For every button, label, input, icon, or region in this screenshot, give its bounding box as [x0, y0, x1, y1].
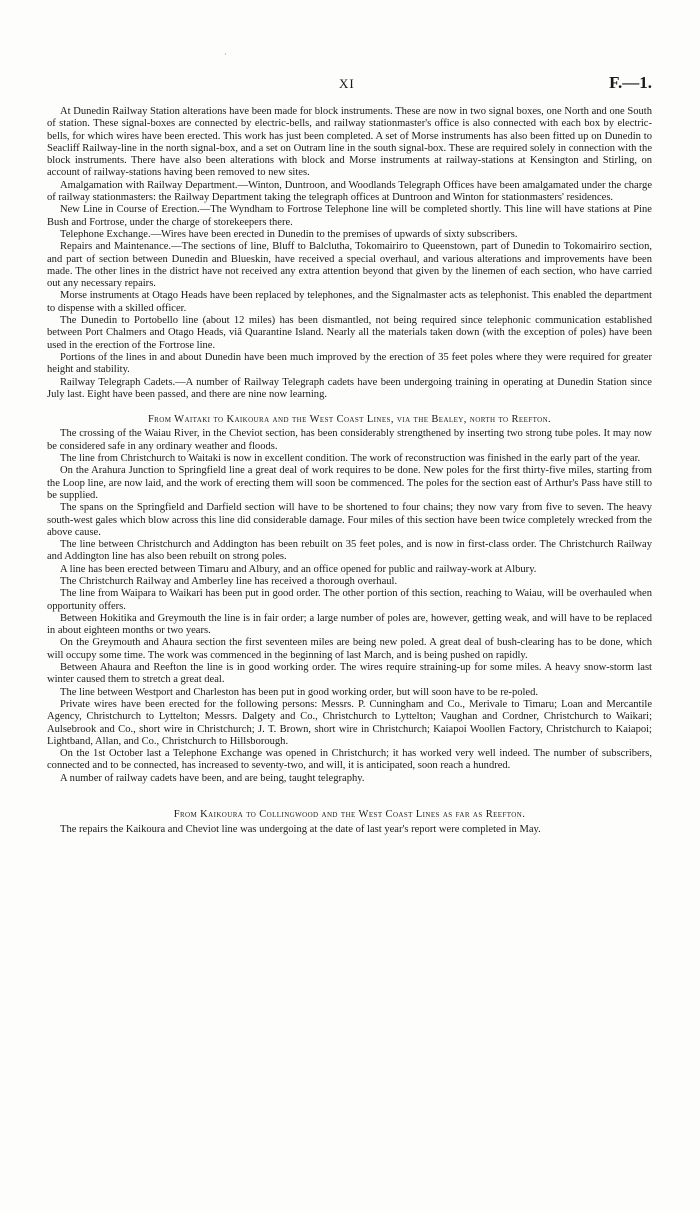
paragraph: The line from Waipara to Waikari has been put in good order. The other portion of this section, reaching to Waiau, will be overhauled when opportunity offers. — [47, 588, 652, 612]
document-page — [47, 0, 652, 1213]
paragraph: A number of railway cadets have been, and are being, taught telegraphy. — [60, 772, 365, 784]
paragraph: The crossing of the Waiau River, in the Cheviot section, has been considerably strengthened by inserting two strong tube poles. It may now be considered safe in any ordinary weather and floods. — [47, 428, 652, 452]
paragraph: The line between Christchurch and Addington has been rebuilt on 35 feet poles, and is now in first-class order. The Christchurch Railway and Addington line has also been rebuilt on strong poles. — [47, 539, 652, 563]
kaikoura-collingwood-section — [47, 824, 652, 836]
paragraph: Between Hokitika and Greymouth the line is in fair order; a large number of poles are, however, getting weak, and will have to be replaced in about eighteen months or two years. — [47, 612, 652, 637]
paragraph: Repairs and Maintenance.—The sections of line, Bluff to Balclutha, Tokomairiro to Queenstown, part of Dunedin to Tokomairiro section, and part of section between Dunedin and Blueskin, have received a special overhaul, and various alterations and improvements have been made. The other lines in the district have not received any extra attention beyond that given by the linemen of each section, who have carried out any necessary repairs. — [47, 241, 652, 290]
paragraph: The line from Christchurch to Waitaki is now in excellent condition. The work of reconstruction was finished in the early part of the year. — [60, 453, 641, 465]
paragraph: At Dunedin Railway Station alterations have been made for block instruments. These are now in two signal boxes, one North and one South of station. These signal-boxes are connected by electric-bells, and railway stationmaster's office is also connected with each box by electric-bells, for which wires have been erected. This work has just been completed. A set of Morse instruments has also been fitted up on Dunedin to Seacliff Railway-line in the north signal-box, and a set on Outram line in the south signal-box. These are required solely in connection with the block instruments. There have also been alterations with block and Morse instruments at railway-stations at Kensington and Stirling, on account of railway-stations having been removed to new sites. — [47, 106, 652, 179]
paragraph: Portions of the lines in and about Dunedin have been much improved by the erection of 35 feet poles where they were required for greater height and stability. — [47, 351, 652, 376]
paragraph: Telephone Exchange.—Wires have been erected in Dunedin to the premises of upwards of sixty subscribers. — [60, 228, 518, 240]
paragraph: The Dunedin to Portobello line (about 12 miles) has been dismantled, not being required since telephonic communication established between Port Chalmers and Otago Heads, viâ Quarantine Island. Nearly all the materials taken down (with the exception of poles) have been used in the erection of the Fortrose line. — [47, 315, 652, 351]
paragraph: The spans on the Springfield and Darfield section will have to be shortened to four chains; they now vary from five to seven. The heavy south-west gales which blow across this line did considerable damage. Four miles of this section have been twice completely wrecked from the above cause. — [47, 502, 652, 538]
paragraph: New Line in Course of Erection.—The Wyndham to Fortrose Telephone line will be completed shortly. This line will have stations at Pine Bush and Fortrose, under the charge of storekeepers there. — [47, 204, 652, 228]
paragraph: On the Arahura Junction to Springfield line a great deal of work requires to be done. New poles for the first thirty-five miles, starting from the Loop line, are now laid, and the work of erecting them will soon be commenced. The poles for the section east of Arthur's Pass have still to be supplied. — [47, 465, 652, 501]
paragraph: The Christchurch Railway and Amberley line has received a thorough overhaul. — [60, 575, 398, 587]
paragraph: Railway Telegraph Cadets.—A number of Railway Telegraph cadets have been undergoing training in operating at Dunedin Station since July last. Eight have been passed, and there are nine now learning. — [47, 376, 652, 400]
paragraph: Morse instruments at Otago Heads have been replaced by telephones, and the Signalmaster acts as telephonist. This enabled the department to dispense with a skilled officer. — [47, 290, 652, 314]
document-body — [47, 106, 652, 837]
otago-section — [47, 106, 652, 401]
paragraph: The line between Westport and Charleston has been put in good working order, but will soon have to be re-poled. — [60, 686, 539, 698]
paragraph: The repairs the Kaikoura and Cheviot line was undergoing at the date of last year's report were completed in May. — [60, 824, 541, 836]
margin-mark: · — [224, 49, 227, 59]
paragraph: On the 1st October last a Telephone Exchange was opened in Christchurch; it has worked very well indeed. The number of subscribers, connected and to be connected, has increased to seventy-two, and will, it is anticipated, soon reach a hundred. — [47, 748, 652, 772]
paragraph: On the Greymouth and Ahaura section the first seventeen miles are being new poled. A great deal of bush-clearing has to be done, which will occupy some time. The work was commenced in the beginning of last March, and is being pushed on rapidly. — [47, 637, 652, 661]
waitaki-kaikoura-section — [47, 428, 652, 785]
paragraph: Private wires have been erected for the following persons: Messrs. P. Cunningham and Co., Merivale to Timaru; Loan and Mercantile Agency, Christchurch to Lyttelton; Messrs. Dalgety and Co., Christchurch to Lyttelton; Vaughan and Cordner, Christchurch to Waikari; Aulsebrook and Co., short wire in Christchurch; J. T. Brown, short wire in Christchurch; Kaiapoi Woollen Factory, Christchurch to Kaiapoi; Lightband, Allan, and Co., Christchurch to Hillsborough. — [47, 698, 652, 747]
paragraph: Amalgamation with Railway Department.—Winton, Duntroon, and Woodlands Telegraph Offices have been amalgamated under the charge of railway stationmasters: the Railway Department taking the telegraph offices at Duntroon and Winton for stationmasters' residences. — [47, 179, 652, 204]
paragraph: A line has been erected between Timaru and Albury, and an office opened for public and railway-work at Albury. — [60, 563, 537, 575]
section-heading: From Kaikoura to Collingwood and the West Coast Lines as far as Reefton. — [173, 809, 526, 821]
page-number: XI — [339, 76, 355, 91]
paragraph: Between Ahaura and Reefton the line is in good working order. The wires require straining-up for some miles. A heavy snow-storm last winter caused them to stretch a great deal. — [47, 662, 652, 686]
document-reference: F.—1. — [609, 73, 652, 92]
section-heading: From Waitaki to Kaikoura and the West Coast Lines, via the Bealey, north to Reefton. — [147, 414, 552, 426]
page-header — [47, 73, 652, 94]
